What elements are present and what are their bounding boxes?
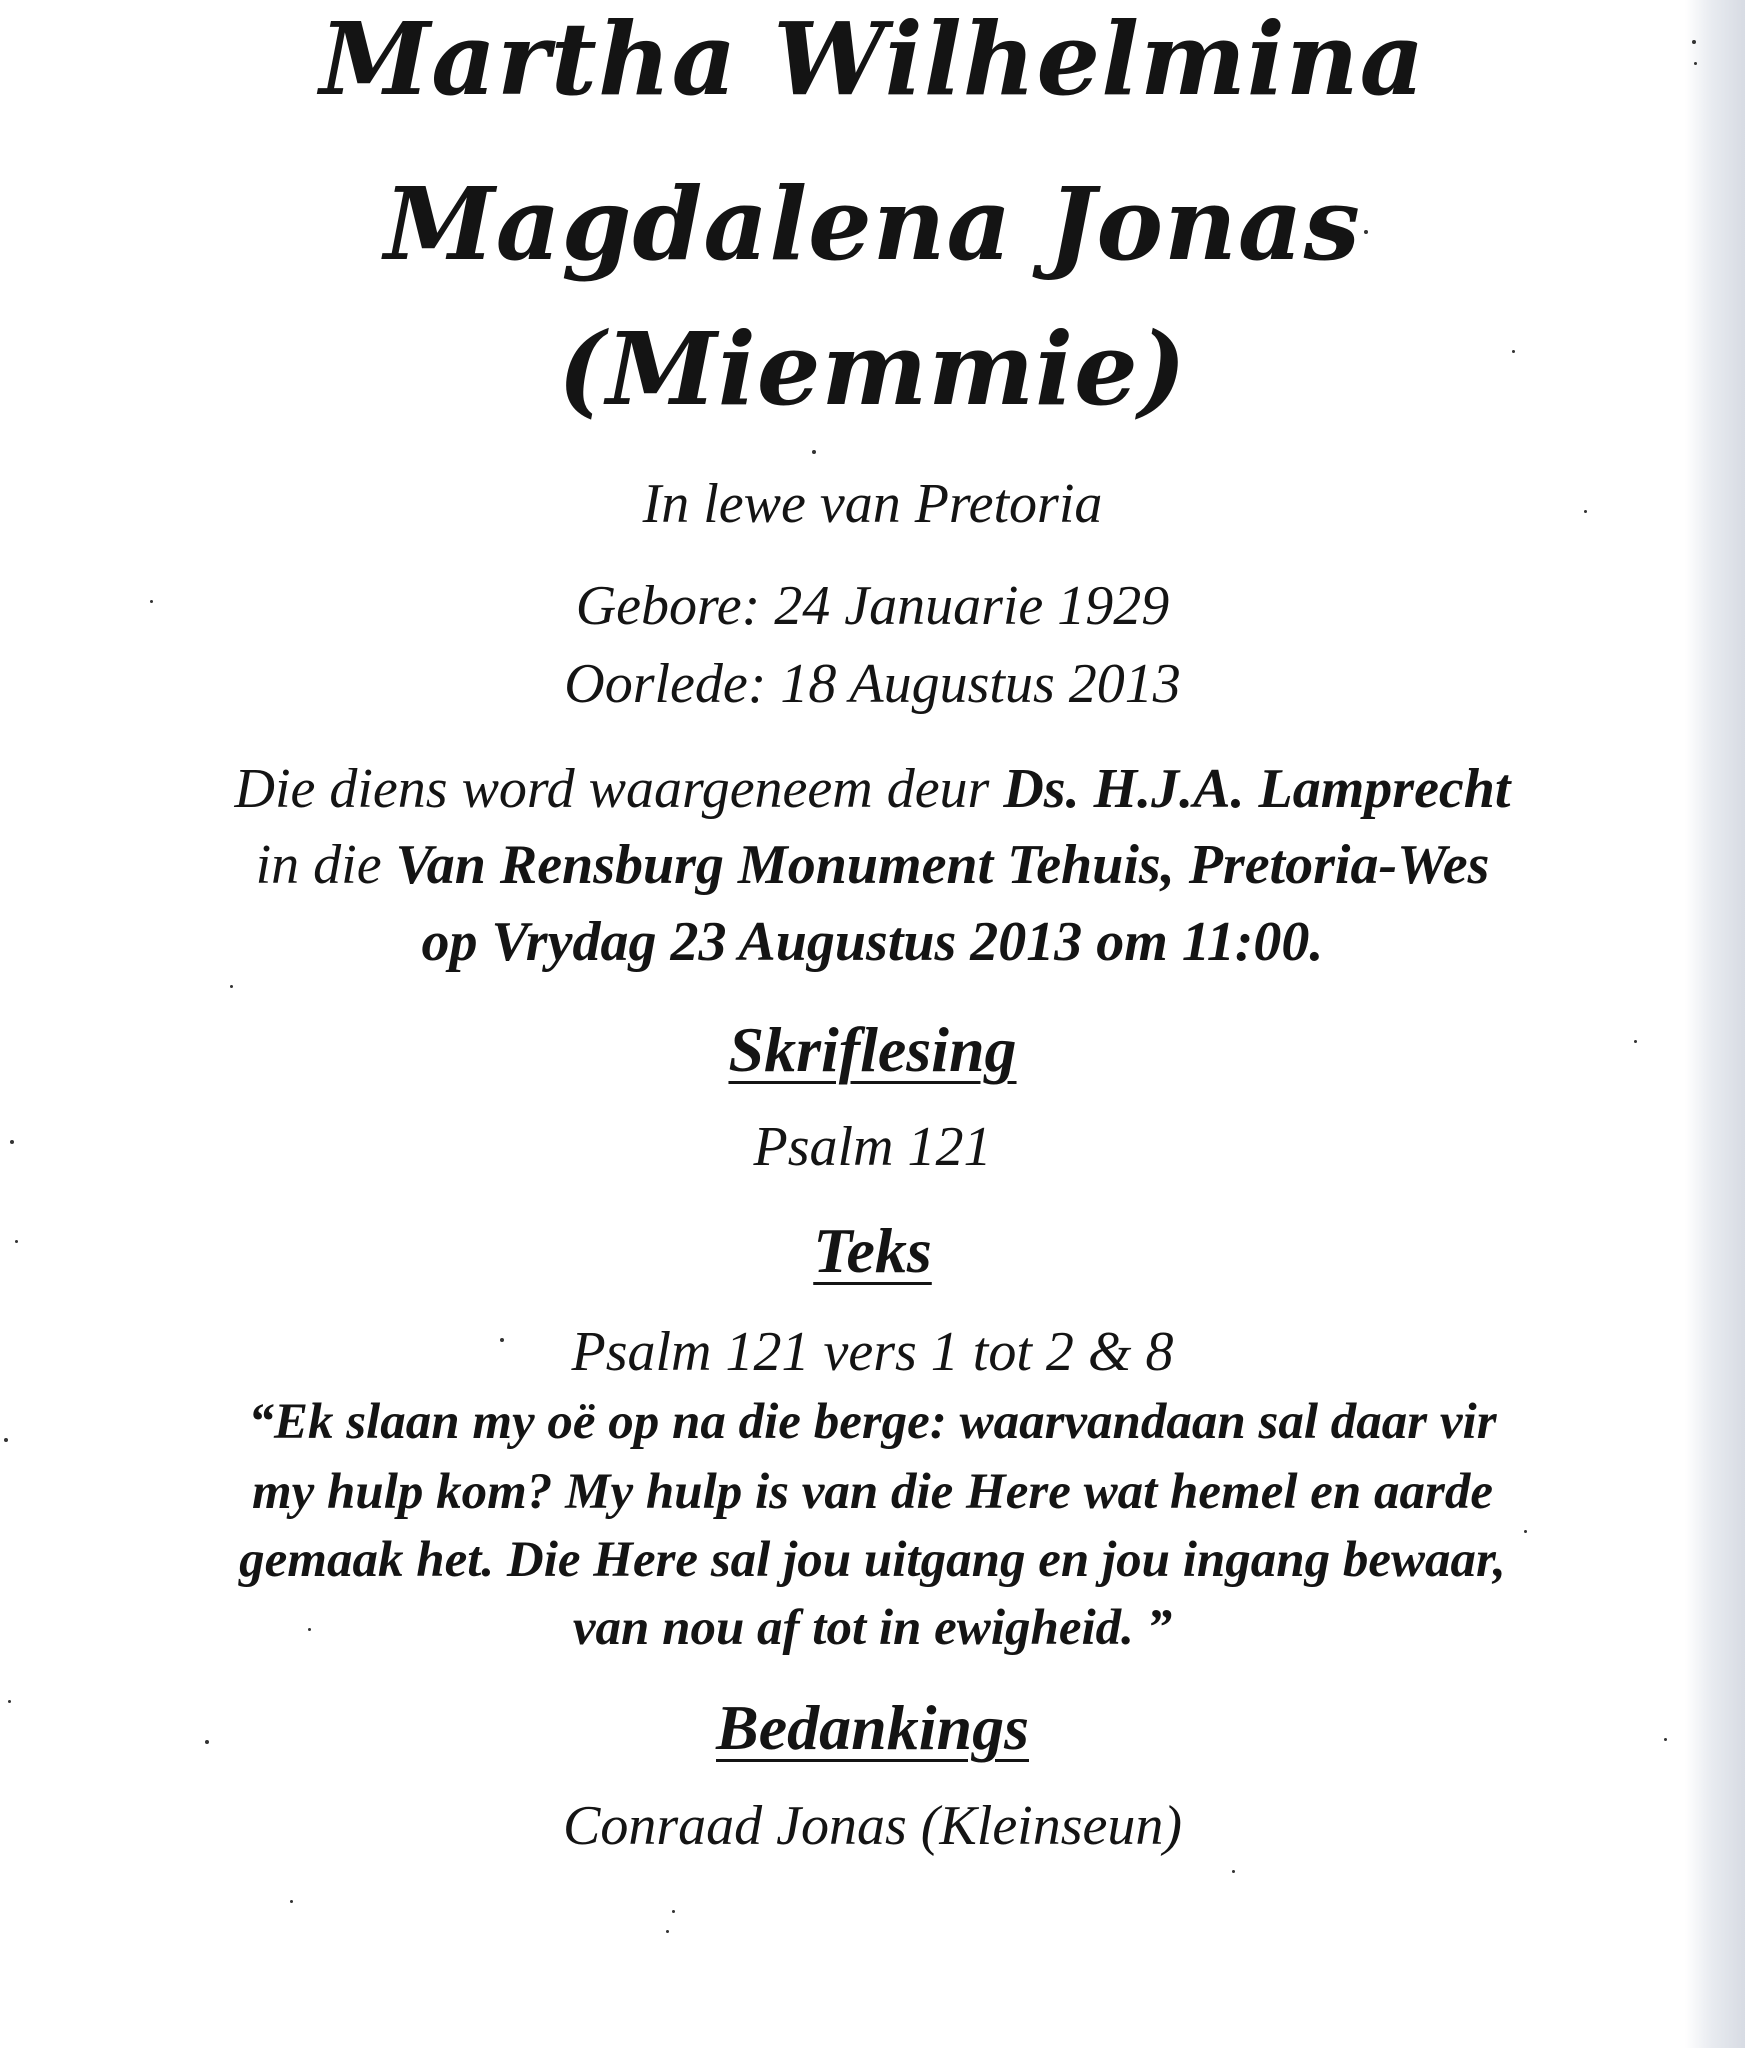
quote-line: gemaak het. Die Here sal jou uitgang en jou ingang bewaar, [239, 1532, 1506, 1588]
quote-line: van nou af tot in ewigheid. ” [572, 1600, 1173, 1656]
deceased-name-line2: Magdalena Jonas [384, 165, 1361, 283]
service-intro: Die diens word waargeneem deur [234, 758, 1004, 820]
service-line2 [0, 833, 1745, 897]
scripture-reading-heading: Skriflesing [728, 1014, 1017, 1085]
text-heading: Teks [813, 1215, 932, 1286]
scan-speck [672, 1910, 675, 1913]
service-datetime: op Vrydag 23 Augustus 2013 om 11:00. [421, 911, 1324, 973]
scan-speck [230, 985, 233, 988]
quote-line: my hulp kom? My hulp is van die Here wat hemel en aarde [251, 1464, 1493, 1520]
scan-speck [812, 450, 816, 454]
text-reference: Psalm 121 vers 1 tot 2 & 8 [571, 1321, 1174, 1383]
service-minister: Ds. H.J.A. Lamprecht [1003, 758, 1511, 820]
scan-speck [290, 1900, 293, 1903]
deceased-name-line1: Martha Wilhelmina [319, 0, 1426, 118]
service-line1 [0, 757, 1745, 821]
scan-speck [1232, 1870, 1235, 1873]
acknowledgements-heading: Bedankings [716, 1692, 1029, 1763]
scripture-reading-reference: Psalm 121 [753, 1116, 992, 1178]
death-date: Oorlede: 18 Augustus 2013 [564, 653, 1181, 715]
quote-line: “Ek slaan my oë op na die berge: waarvandaan sal daar vir [248, 1394, 1497, 1450]
deceased-nickname: (Miemmie) [557, 310, 1188, 428]
service-venue: Van Rensburg Monument Tehuis, Pretoria-Wes [395, 834, 1490, 896]
residence: In lewe van Pretoria [642, 473, 1103, 535]
birth-date: Gebore: 24 Januarie 1929 [575, 575, 1170, 637]
scan-speck [666, 1930, 669, 1933]
acknowledgements-name: Conraad Jonas (Kleinseun) [562, 1795, 1183, 1857]
service-venue-prefix: in die [255, 834, 396, 896]
